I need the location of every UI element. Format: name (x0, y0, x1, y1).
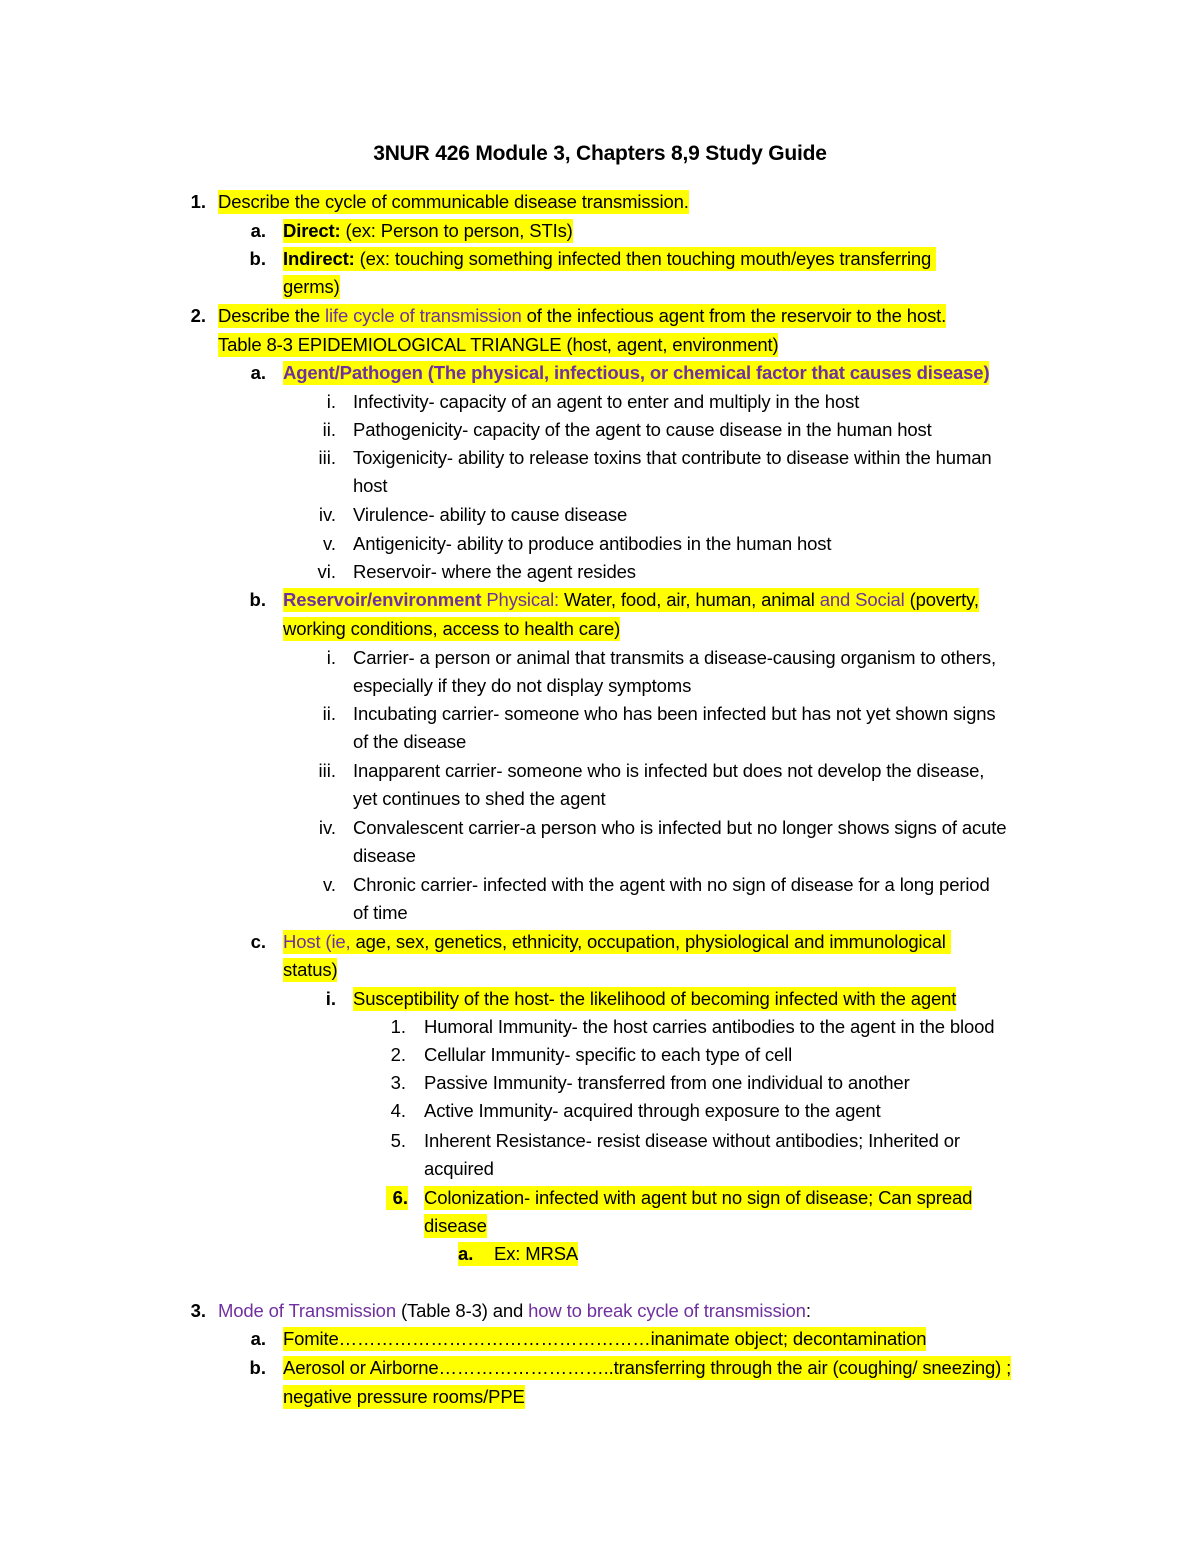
agent-item-text: Antigenicity- ability to produce antibodies in the human host (353, 533, 832, 554)
airborne-text: Aerosol or Airborne………………………..transferring through the air (coughing/ sneezing) ; (283, 1357, 1012, 1378)
immunity-item-number: 4. (390, 1100, 406, 1121)
agent-item-text: Infectivity- capacity of an agent to enter and multiply in the host (353, 391, 860, 412)
immunity-item-text: Active Immunity- acquired through exposure to the agent (424, 1100, 881, 1121)
colonization-text-cont: disease (424, 1215, 487, 1236)
agent-item-number: ii. (322, 419, 336, 440)
section-2b-letter: b. (249, 589, 266, 610)
section-1b-text: Indirect: (ex: touching something infected then touching mouth/eyes transferring (283, 247, 936, 271)
immunity-item-number: 1. (390, 1016, 406, 1037)
immunity-item-number: 3. (390, 1072, 406, 1093)
reservoir-item-text-cont: of the disease (353, 731, 467, 752)
reservoir-item-number: iv. (318, 817, 336, 838)
reservoir-heading-cont: working conditions, access to health care) (283, 618, 621, 639)
reservoir-item-number: ii. (322, 703, 336, 724)
agent-item-number: v. (322, 533, 336, 554)
airborne-text-cont: negative pressure rooms/PPE (283, 1386, 525, 1407)
section-1a-text: Direct: (ex: Person to person, STIs) (283, 220, 573, 241)
reservoir-item-text: Carrier- a person or animal that transmits a disease-causing organism to others, (353, 647, 996, 668)
agent-item-number: vi. (317, 561, 336, 582)
immunity-item-text: Cellular Immunity- specific to each type of cell (424, 1044, 793, 1065)
agent-item-text: Virulence- ability to cause disease (353, 504, 628, 525)
immunity-item-number: 5. (390, 1130, 406, 1151)
reservoir-item-number: i. (326, 647, 336, 668)
section-2a-letter: a. (250, 362, 266, 383)
page-title: 3NUR 426 Module 3, Chapters 8,9 Study Guide (373, 142, 827, 165)
reservoir-item-text-cont: yet continues to shed the agent (353, 788, 606, 809)
reservoir-item-number: iii. (318, 760, 336, 781)
section-1b-text-cont: germs) (283, 276, 340, 297)
section-1a-letter: a. (250, 220, 266, 241)
immunity-item-text: Inherent Resistance- resist disease without antibodies; Inherited or (424, 1130, 960, 1151)
section-3-heading: Mode of Transmission (Table 8-3) and how to break cycle of transmission: (218, 1300, 811, 1321)
section-2-number: 2. (190, 305, 206, 326)
agent-pathogen-heading: Agent/Pathogen (The physical, infectious, or chemical factor that causes disease) (283, 362, 990, 383)
agent-item-number: i. (326, 391, 336, 412)
reservoir-item-text-cont: of time (353, 902, 408, 923)
agent-item-text: Pathogenicity- capacity of the agent to cause disease in the human host (353, 419, 932, 440)
example-text: Ex: MRSA (494, 1243, 579, 1264)
agent-item-text: Reservoir- where the agent resides (353, 561, 636, 582)
section-3b-letter: b. (249, 1357, 266, 1378)
table-8-3-line: Table 8-3 EPIDEMIOLOGICAL TRIANGLE (host, agent, environment) (218, 334, 779, 355)
reservoir-item-text: Inapparent carrier- someone who is infected but does not develop the disease, (353, 760, 985, 781)
immunity-item-text: Humoral Immunity- the host carries antibodies to the agent in the blood (424, 1016, 995, 1037)
host-heading: Host (ie, age, sex, genetics, ethnicity, occupation, physiological and immunological (283, 930, 951, 954)
reservoir-item-text: Convalescent carrier-a person who is infected but no longer shows signs of acute (353, 817, 1007, 838)
immunity-item-number: 2. (390, 1044, 406, 1065)
reservoir-heading: Reservoir/environment Physical: Water, food, air, human, animal and Social (poverty, (283, 589, 979, 610)
reservoir-item-text-cont: disease (353, 845, 416, 866)
section-3a-letter: a. (250, 1328, 266, 1349)
susceptibility-text: Susceptibility of the host- the likelihood of becoming infected with the agent (353, 988, 957, 1009)
section-2-heading: Describe the life cycle of transmission of the infectious agent from the reservoir to the host. (218, 305, 947, 326)
susceptibility-number: i. (325, 988, 336, 1009)
fomite-text: Fomite……………………………………………inanimate object; decontamination (283, 1328, 927, 1349)
host-heading-cont: status) (283, 959, 338, 980)
section-1-heading: Describe the cycle of communicable disease transmission. (218, 191, 689, 212)
example-letter: a. (458, 1242, 494, 1266)
colonization-text: Colonization- infected with agent but no sign of disease; Can spread (424, 1187, 973, 1208)
section-3-number: 3. (190, 1300, 206, 1321)
agent-item-text: Toxigenicity- ability to release toxins that contribute to disease within the human (353, 447, 992, 468)
colonization-number: 6. (386, 1186, 408, 1210)
reservoir-item-text: Chronic carrier- infected with the agent with no sign of disease for a long period (353, 874, 990, 895)
section-1b-letter: b. (249, 248, 266, 269)
section-2c-letter: c. (250, 931, 266, 952)
reservoir-item-number: v. (322, 874, 336, 895)
immunity-item-text: Passive Immunity- transferred from one individual to another (424, 1072, 910, 1093)
immunity-item-text-cont: acquired (424, 1158, 494, 1179)
reservoir-item-text: Incubating carrier- someone who has been infected but has not yet shown signs (353, 703, 996, 724)
agent-item-text-cont: host (353, 475, 388, 496)
agent-item-number: iii. (318, 447, 336, 468)
section-1-number: 1. (190, 191, 206, 212)
reservoir-item-text-cont: especially if they do not display symptoms (353, 675, 692, 696)
agent-item-number: iv. (318, 504, 336, 525)
